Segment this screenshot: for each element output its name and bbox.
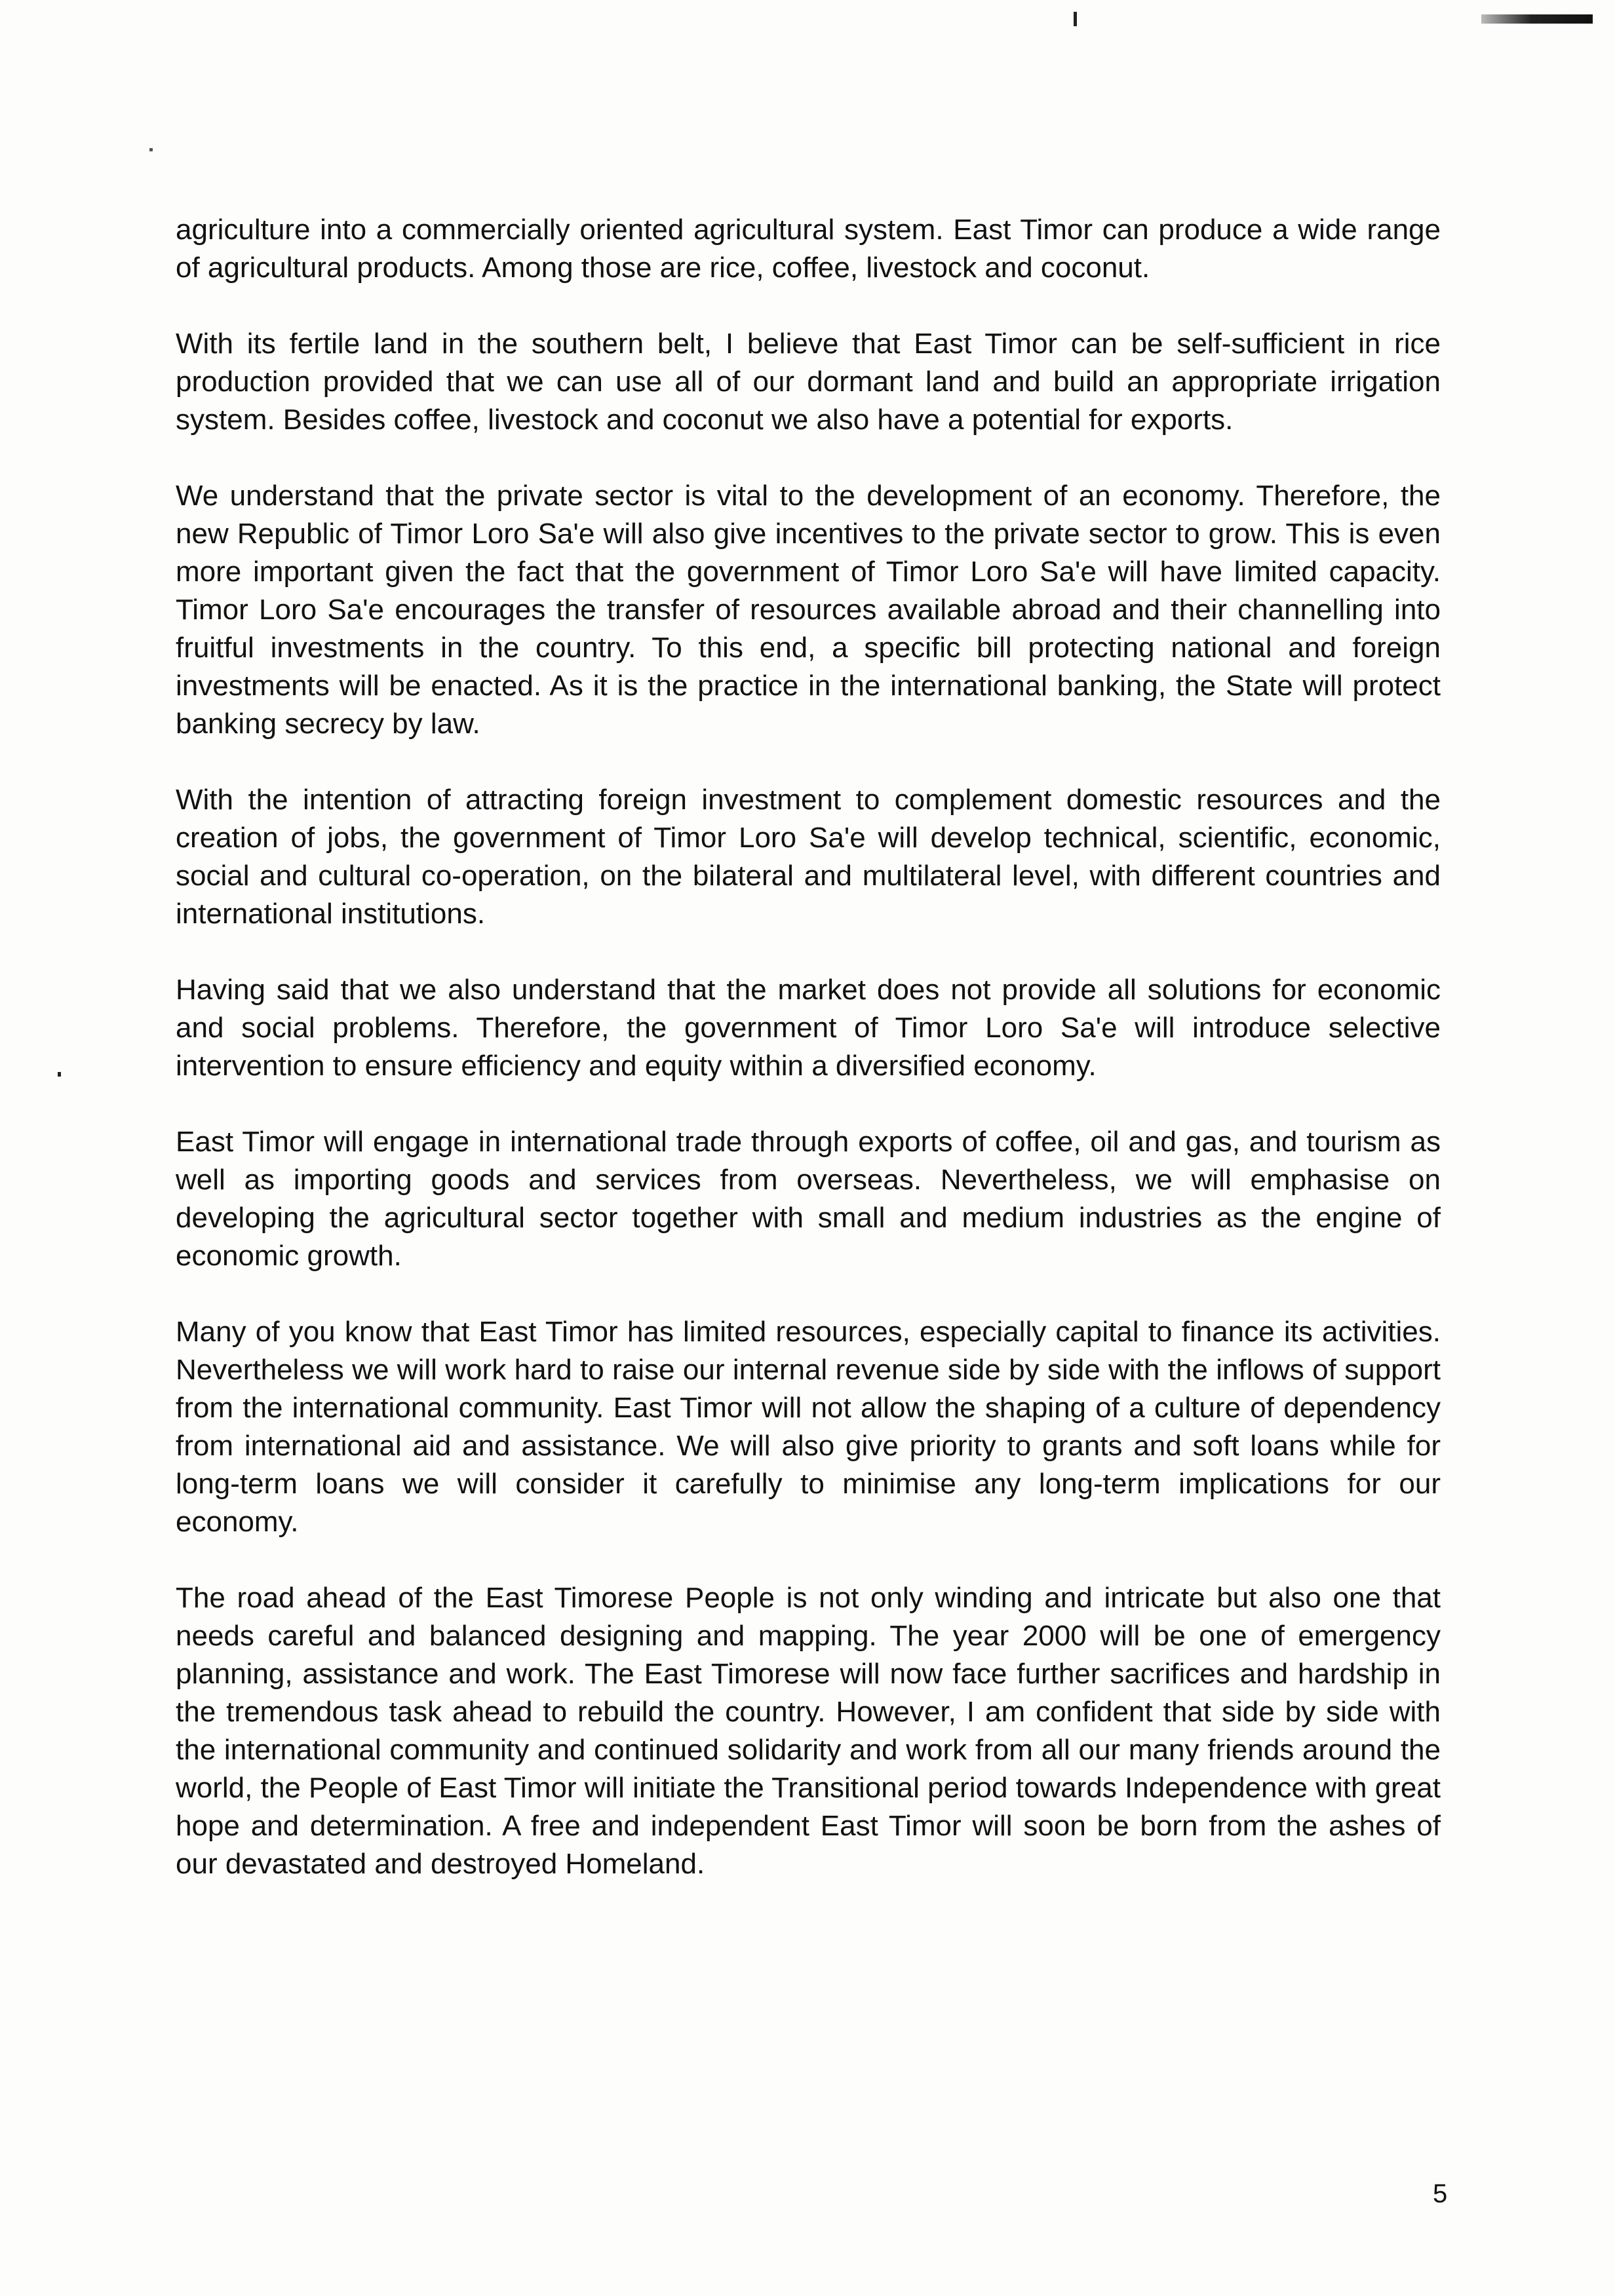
paragraph: With its fertile land in the southern belt, I believe that East Timor can be self-sufficient in rice production provided that we can use all of our dormant land and build an appropriate irrigation system. Besides coffee, livestock and coconut we also have a potential for exports. bbox=[176, 328, 1441, 436]
scan-artifact-dot bbox=[58, 1072, 61, 1077]
scan-artifact-mark bbox=[1481, 14, 1593, 24]
paragraph: The road ahead of the East Timorese People is not only winding and intricate but also one that needs careful and balanced designing and mapping. The year 2000 will be one of emergency planning, assistance and work. The East Timorese will now face further sacrifices and hardship in the tremendous task ahead to rebuild the country. However, I am confident that side by side with the international community and continued solidarity and work from all our many friends around the world, the People of East Timor will initiate the Transitional period towards Independence with great hope and determination. A free and independent East Timor will soon be born from the ashes of our devastated and destroyed Homeland. bbox=[176, 1582, 1441, 1880]
scan-artifact-dot bbox=[1074, 12, 1077, 26]
paragraph: We understand that the private sector is vital to the development of an economy. Therefore, the new Republic of Timor Loro Sa'e will also give incentives to the private sector to grow. This is even more important given the fact that the government of Timor Loro Sa'e will have limited capacity. Timor Loro Sa'e encourages the transfer of resources available abroad and their channelling into fruitful investments in the country. To this end, a specific bill protecting national and foreign investments will be enacted. As it is the practice in the international banking, the State will protect banking secrecy by law. bbox=[176, 480, 1441, 740]
paragraph: Many of you know that East Timor has limited resources, especially capital to finance its activities. Nevertheless we will work hard to raise our internal revenue side by side with the inflows of support from the international community. East Timor will not allow the shaping of a culture of dependency from international aid and assistance. We will also give priority to grants and soft loans while for long-term loans we will consider it carefully to minimise any long-term implications for our economy. bbox=[176, 1316, 1441, 1538]
page-number: 5 bbox=[1433, 2179, 1448, 2208]
paragraph: With the intention of attracting foreign investment to complement domestic resources and the creation of jobs, the government of Timor Loro Sa'e will develop technical, scientific, economic, social and cultural co-operation, on the bilateral and multilateral level, with different countries and international institutions. bbox=[176, 784, 1441, 930]
paragraph: agriculture into a commercially oriented agricultural system. East Timor can produce a wide range of agricultural products. Among those are rice, coffee, livestock and coconut. bbox=[176, 214, 1441, 284]
paragraph: Having said that we also understand that the market does not provide all solutions for economic and social problems. Therefore, the government of Timor Loro Sa'e will introduce selective intervention to ensure efficiency and equity within a diversified economy. bbox=[176, 974, 1441, 1082]
paragraph: East Timor will engage in international trade through exports of coffee, oil and gas, and tourism as well as importing goods and services from overseas. Nevertheless, we will emphasise on developing the agricultural sector together with small and medium industries as the engine of economic growth. bbox=[176, 1126, 1441, 1272]
scan-artifact-dot bbox=[149, 148, 153, 151]
document-body bbox=[176, 211, 1441, 1921]
